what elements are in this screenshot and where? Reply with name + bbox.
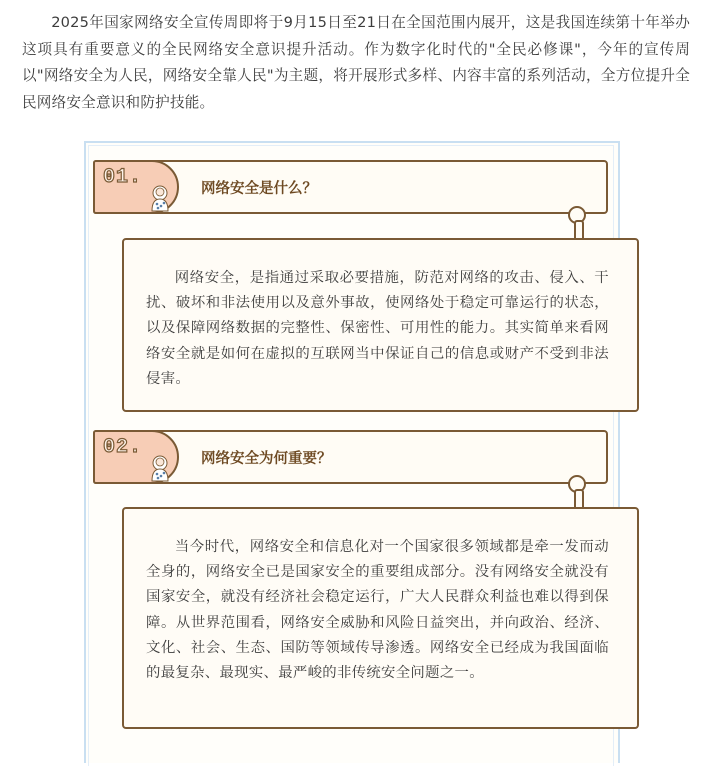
- question-title-2: 网络安全为何重要？: [201, 451, 332, 467]
- question-number-2: 02.: [103, 436, 143, 459]
- question-bar-1: [93, 160, 608, 214]
- answer-text-2: 当今时代，网络安全和信息化对一个国家很多领域都是牵一发而动全身的，网络安全已是国家安全的重要组成部分。没有网络安全就没有国家安全，就没有经济社会稳定运行，广大人民群众利益也难以得到保障。从世界范围看，网络安全威胁和风险日益突出，并向政治、经济、文化、社会、生态、国防等领域传导渗透。网络安全已经成为我国面临的最复杂、最现实、最严峻的非传统安全问题之一。: [146, 539, 609, 682]
- question-tag-2: [93, 430, 179, 484]
- cartoon-doll-icon: [149, 184, 171, 212]
- cartoon-doll-icon: [149, 454, 171, 482]
- question-title-1: 网络安全是什么？: [201, 181, 317, 197]
- answer-text-1: 网络安全，是指通过采取必要措施，防范对网络的攻击、侵入、干扰、破坏和非法使用以及意外事故，使网络处于稳定可靠运行的状态，以及保障网络数据的完整性、保密性、可用性的能力。其实简单来看网络安全就是如何在虚拟的互联网当中保证自己的信息或财产不受到非法侵害。: [146, 270, 609, 387]
- question-tag-1: [93, 160, 179, 214]
- intro-paragraph: 2025年国家网络安全宣传周即将于9月15日至21日在全国范围内展开，这是我国连续第十年举办这项具有重要意义的全民网络安全意识提升活动。作为数字化时代的"全民必修课"，今年的宣传周以"网络安全为人民，网络安全靠人民"为主题，将开展形式多样、内容丰富的系列活动，全方位提升全民网络安全意识和防护技能。: [22, 14, 690, 111]
- question-bar-2: [93, 430, 608, 484]
- answer-box-2: [122, 507, 639, 729]
- question-number-1: 01.: [103, 166, 143, 189]
- answer-box-1: [122, 238, 639, 412]
